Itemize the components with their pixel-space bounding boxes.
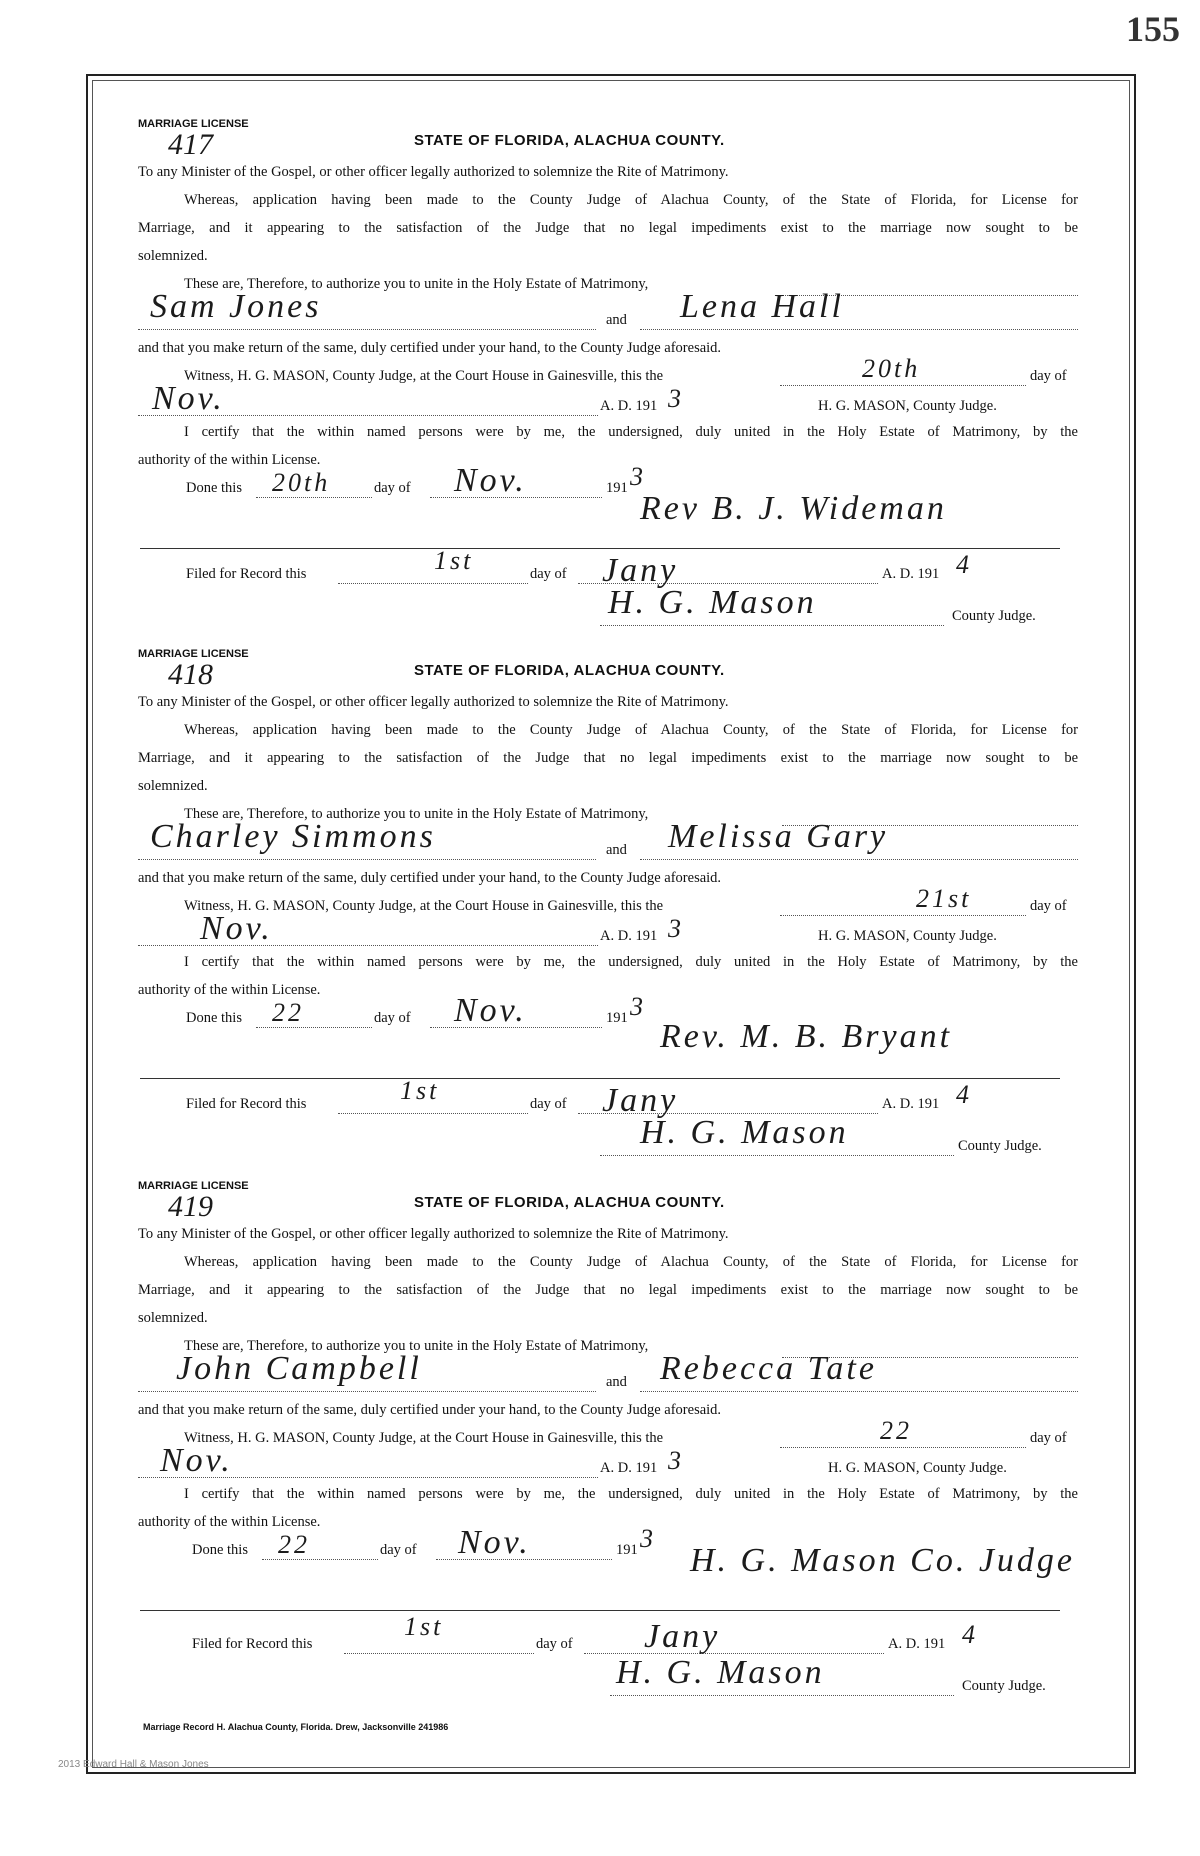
- witness-day-line: [780, 914, 1026, 916]
- witness-month-line: [138, 414, 598, 416]
- state-heading: STATE OF FLORIDA, ALACHUA COUNTY.: [414, 662, 725, 679]
- done-year: 3: [630, 462, 646, 491]
- done-month: Nov.: [454, 462, 527, 499]
- filed-day-of-text: day of: [536, 1636, 573, 1652]
- done-day-of-text: day of: [374, 480, 411, 496]
- done-this-text: Done this: [192, 1542, 248, 1558]
- state-heading: STATE OF FLORIDA, ALACHUA COUNTY.: [414, 1194, 725, 1211]
- certify-line-2: authority of the within License.: [138, 452, 321, 468]
- license-number: 418: [168, 658, 213, 691]
- to-minister-text: To any Minister of the Gospel, or other officer legally authorized to solemnize the Rite of Matrimony.: [138, 164, 729, 180]
- filed-day: 1st: [404, 1612, 444, 1641]
- county-judge-text: County Judge.: [958, 1138, 1042, 1154]
- state-heading: STATE OF FLORIDA, ALACHUA COUNTY.: [414, 132, 725, 149]
- to-minister-text: To any Minister of the Gospel, or other officer legally authorized to solemnize the Rite of Matrimony.: [138, 1226, 729, 1242]
- and-text: and: [606, 312, 627, 328]
- witness-day: 22: [880, 1416, 912, 1445]
- marriage-license-label: MARRIAGE LICENSE: [138, 648, 249, 660]
- done-month-line: [436, 1558, 612, 1560]
- judge-signature-text: H. G. MASON, County Judge.: [818, 928, 997, 944]
- clerk-signature: H. G. Mason: [608, 584, 817, 621]
- witness-day-line: [780, 1446, 1026, 1448]
- witness-day: 20th: [862, 354, 921, 383]
- witness-month-line: [138, 944, 598, 946]
- witness-month: Nov.: [200, 910, 273, 947]
- done-month-line: [430, 496, 602, 498]
- judge-signature-text: H. G. MASON, County Judge.: [828, 1460, 1007, 1476]
- return-text: and that you make return of the same, duly certified under your hand, to the County Judge aforesaid.: [138, 870, 722, 886]
- filed-for-record-text: Filed for Record this: [186, 1096, 307, 1112]
- witness-year: 3: [668, 1446, 684, 1475]
- these-are-text: These are, Therefore, to authorize you to unite in the Holy Estate of Matrimony,: [184, 1338, 649, 1354]
- filed-year: 4: [956, 550, 972, 579]
- ad-text: A. D. 191: [600, 1460, 658, 1476]
- clerk-signature: H. G. Mason: [640, 1114, 849, 1151]
- filed-day-line: [338, 1112, 528, 1114]
- judge-signature-text: H. G. MASON, County Judge.: [818, 398, 997, 414]
- to-minister-text: To any Minister of the Gospel, or other officer legally authorized to solemnize the Rite of Matrimony.: [138, 694, 729, 710]
- record-book-footer: Marriage Record H. Alachua County, Florida. Drew, Jacksonville 241986: [143, 1722, 449, 1732]
- done-this-text: Done this: [186, 480, 242, 496]
- done-month: Nov.: [458, 1524, 531, 1561]
- filed-month: Jany: [644, 1618, 721, 1655]
- certify-line-1: I certify that the within named persons were by me, the undersigned, duly united in the Holy Estate of Matrimony, by the: [184, 1486, 1078, 1502]
- filed-month: Jany: [602, 1082, 679, 1119]
- done-year: 3: [640, 1524, 656, 1553]
- done-day: 20th: [272, 468, 331, 497]
- done-year-text: 191: [606, 480, 628, 496]
- clerk-line: [600, 1154, 954, 1156]
- ad-text: A. D. 191: [600, 928, 658, 944]
- witness-month: Nov.: [152, 380, 225, 417]
- witness-text: Witness, H. G. MASON, County Judge, at the Court House in Gainesville, this the: [184, 368, 664, 384]
- marriage-license-label: MARRIAGE LICENSE: [138, 1180, 249, 1192]
- done-day: 22: [278, 1530, 310, 1559]
- groom-line: [138, 1390, 596, 1392]
- filed-ad-text: A. D. 191: [888, 1636, 946, 1652]
- filed-year: 4: [956, 1080, 972, 1109]
- groom-line: [138, 858, 596, 860]
- bride-name: Rebecca Tate: [660, 1350, 877, 1387]
- county-judge-text: County Judge.: [952, 608, 1036, 624]
- county-judge-text: County Judge.: [962, 1678, 1046, 1694]
- filed-year: 4: [962, 1620, 978, 1649]
- witness-text: Witness, H. G. MASON, County Judge, at the Court House in Gainesville, this the: [184, 898, 664, 914]
- archive-stamp: 2013 Edward Hall & Mason Jones: [58, 1759, 209, 1770]
- whereas-line-1: Whereas, application having been made to the County Judge of Alachua County, of the State of Florida, for License for: [184, 1254, 1078, 1270]
- filed-month: Jany: [602, 552, 679, 589]
- done-day-line: [256, 1026, 372, 1028]
- return-text: and that you make return of the same, duly certified under your hand, to the County Judge aforesaid.: [138, 340, 722, 356]
- certify-line-1: I certify that the within named persons were by me, the undersigned, duly united in the Holy Estate of Matrimony, by the: [184, 424, 1078, 440]
- day-of-text: day of: [1030, 368, 1067, 384]
- filed-ad-text: A. D. 191: [882, 566, 940, 582]
- license-number: 417: [168, 128, 213, 161]
- filed-for-record-text: Filed for Record this: [186, 566, 307, 582]
- filed-day: 1st: [434, 546, 474, 575]
- done-day-line: [262, 1558, 378, 1560]
- groom-name: Sam Jones: [150, 288, 322, 325]
- certify-line-1: I certify that the within named persons were by me, the undersigned, duly united in the Holy Estate of Matrimony, by the: [184, 954, 1078, 970]
- ad-text: A. D. 191: [600, 398, 658, 414]
- done-month-line: [430, 1026, 602, 1028]
- and-text: and: [606, 842, 627, 858]
- day-of-text: day of: [1030, 898, 1067, 914]
- done-day-line: [256, 496, 372, 498]
- done-month: Nov.: [454, 992, 527, 1029]
- marriage-license-label: MARRIAGE LICENSE: [138, 118, 249, 130]
- these-are-text: These are, Therefore, to authorize you to unite in the Holy Estate of Matrimony,: [184, 276, 649, 292]
- clerk-signature: H. G. Mason: [616, 1654, 825, 1691]
- whereas-line-3: solemnized.: [138, 778, 208, 794]
- groom-line: [138, 328, 596, 330]
- clerk-line: [600, 624, 944, 626]
- clerk-line: [610, 1694, 954, 1696]
- done-this-text: Done this: [186, 1010, 242, 1026]
- license-number: 419: [168, 1190, 213, 1223]
- whereas-line-1: Whereas, application having been made to the County Judge of Alachua County, of the State of Florida, for License for: [184, 722, 1078, 738]
- filed-ad-text: A. D. 191: [882, 1096, 940, 1112]
- witness-day-line: [780, 384, 1026, 386]
- and-text: and: [606, 1374, 627, 1390]
- witness-month: Nov.: [160, 1442, 233, 1479]
- witness-year: 3: [668, 384, 684, 413]
- witness-year: 3: [668, 914, 684, 943]
- officiant-signature: H. G. Mason Co. Judge: [690, 1542, 1076, 1579]
- filed-day-line: [338, 582, 528, 584]
- bride-line: [640, 328, 1078, 330]
- whereas-line-2: Marriage, and it appearing to the satisfaction of the Judge that no legal impediments exist to the marriage now sought to be: [138, 220, 1078, 236]
- witness-text: Witness, H. G. MASON, County Judge, at the Court House in Gainesville, this the: [184, 1430, 664, 1446]
- filed-day-of-text: day of: [530, 1096, 567, 1112]
- signature-rule: [140, 1078, 1060, 1079]
- groom-name: John Campbell: [176, 1350, 422, 1387]
- whereas-line-3: solemnized.: [138, 1310, 208, 1326]
- done-year-text: 191: [606, 1010, 628, 1026]
- signature-rule: [140, 548, 1060, 549]
- done-year: 3: [630, 992, 646, 1021]
- witness-day: 21st: [916, 884, 972, 913]
- done-day-of-text: day of: [374, 1010, 411, 1026]
- bride-line: [640, 1390, 1078, 1392]
- whereas-line-2: Marriage, and it appearing to the satisfaction of the Judge that no legal impediments exist to the marriage now sought to be: [138, 750, 1078, 766]
- done-day: 22: [272, 998, 304, 1027]
- day-of-text: day of: [1030, 1430, 1067, 1446]
- bride-line: [640, 858, 1078, 860]
- bride-name: Melissa Gary: [668, 818, 889, 855]
- done-year-text: 191: [616, 1542, 638, 1558]
- these-are-text: These are, Therefore, to authorize you to unite in the Holy Estate of Matrimony,: [184, 806, 649, 822]
- signature-rule: [140, 1610, 1060, 1611]
- return-text: and that you make return of the same, duly certified under your hand, to the County Judge aforesaid.: [138, 1402, 722, 1418]
- officiant-signature: Rev. M. B. Bryant: [660, 1018, 953, 1055]
- bride-name: Lena Hall: [680, 288, 844, 325]
- whereas-line-1: Whereas, application having been made to the County Judge of Alachua County, of the State of Florida, for License for: [184, 192, 1078, 208]
- certify-line-2: authority of the within License.: [138, 982, 321, 998]
- filed-day-line: [344, 1652, 534, 1654]
- officiant-signature: Rev B. J. Wideman: [640, 490, 947, 527]
- done-day-of-text: day of: [380, 1542, 417, 1558]
- page-number: 155: [1126, 9, 1180, 49]
- filed-for-record-text: Filed for Record this: [192, 1636, 313, 1652]
- groom-name: Charley Simmons: [150, 818, 436, 855]
- whereas-line-3: solemnized.: [138, 248, 208, 264]
- filed-day-of-text: day of: [530, 566, 567, 582]
- filed-day: 1st: [400, 1076, 440, 1105]
- witness-month-line: [138, 1476, 598, 1478]
- certify-line-2: authority of the within License.: [138, 1514, 321, 1530]
- whereas-line-2: Marriage, and it appearing to the satisfaction of the Judge that no legal impediments exist to the marriage now sought to be: [138, 1282, 1078, 1298]
